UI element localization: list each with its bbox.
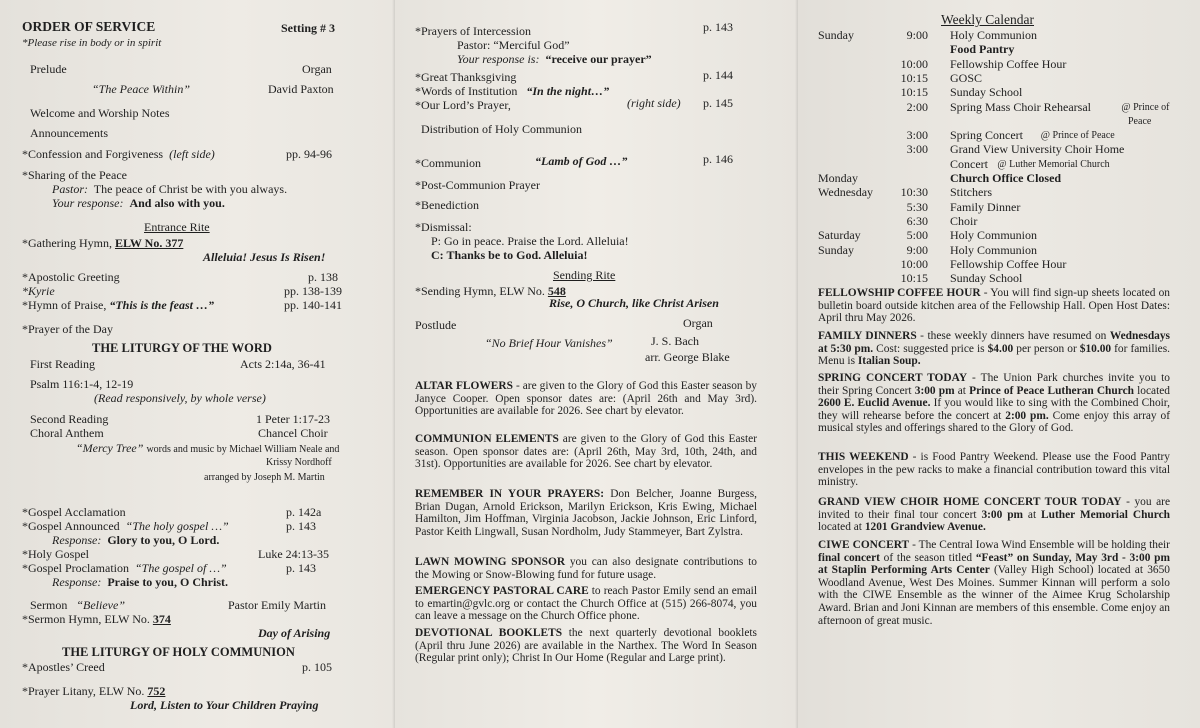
calendar-time: 6:30 (906, 213, 928, 228)
calendar-event-note: @ Luther Memorial Church (997, 158, 1110, 170)
apostles-creed-page: p. 105 (302, 660, 332, 674)
sharing-response: Your response: And also with you. (52, 196, 225, 210)
calendar-time: 3:00 (906, 128, 928, 143)
welcome-item: Welcome and Worship Notes (30, 106, 170, 120)
order-of-service-title: ORDER OF SERVICE (22, 19, 156, 34)
calendar-event: Fellowship Coffee Hour (950, 56, 1067, 71)
gospel-announced-page: p. 143 (286, 519, 316, 533)
prelude-instrument: Organ (302, 62, 332, 76)
holy-gospel: *Holy Gospel (22, 547, 89, 561)
communion-elements-notice: COMMUNION ELEMENTS are given to the Glory of God this Easter season. Open sponsor dates are: (April 26th, May 3rd, 10th, 24th, and 31st). Opportunities are available for 2026. See chart by elevator. (415, 433, 757, 471)
setting-label: Setting # 3 (281, 21, 335, 35)
postlude-arranger: arr. George Blake (645, 350, 730, 364)
calendar-day: Sunday (818, 242, 854, 257)
apostolic-greeting-page: p. 138 (308, 270, 338, 284)
sending-hymn-title: Rise, O Church, like Christ Arisen (549, 296, 719, 310)
anthem-credit-3: arranged by Joseph M. Martin (204, 472, 325, 483)
postlude-instrument: Organ (683, 316, 713, 330)
calendar-time: 9:00 (906, 28, 928, 42)
devotional-notice: DEVOTIONAL BOOKLETS the next quarterly devotional booklets (April thru June 2026) are available in the Narthex. The Word In Season (Regular print only); Christ In Our Home (Regular and Large print). (415, 627, 757, 665)
calendar-event-note: Peace (1128, 115, 1152, 127)
calendar-time: 10:15 (900, 271, 928, 286)
liturgy-communion-heading: THE LITURGY OF HOLY COMMUNION (62, 645, 295, 659)
calendar-event: Food Pantry (950, 42, 1015, 57)
sending-rite-heading: Sending Rite (553, 268, 616, 282)
grand-view-concert-notice: GRAND VIEW CHOIR HOME CONCERT TOUR TODAY - you are invited to their final tour concert 3:00 pm at Luther Memorial Church located at 1201 Grandview Avenue. (818, 496, 1170, 534)
second-reading: Second Reading (30, 412, 109, 426)
calendar-time: 10:15 (900, 70, 928, 85)
altar-flowers-notice: ALTAR FLOWERS - are given to the Glory of God this Easter season by Janyce Cooper. Open sponsor dates are: (April 26th and May 3rd). Opportunities are available for 2026. See chart by elevator. (415, 380, 758, 418)
panel-order-of-service (0, 0, 395, 728)
sharing-item: *Sharing of the Peace (22, 168, 127, 182)
calendar-time: 10:00 (900, 256, 928, 271)
sending-hymn: *Sending Hymn, ELW No. 548 (415, 284, 566, 298)
calendar-event: Holy Communion (950, 228, 1038, 243)
rise-note: *Please rise in body or in spirit (22, 37, 162, 49)
first-reading: First Reading (30, 357, 95, 371)
great-thanksgiving-page: p. 144 (703, 68, 733, 82)
calendar-time: 10:30 (900, 185, 928, 200)
prayers-notice: REMEMBER IN YOUR PRAYERS: Don Belcher, Joanne Burgess, Brian Dugan, Arnold Erickson, Marilyn Erickson, Kris Ewing, Michael Hamilton, Jim Hoffman, Virginia Jacobson, Jackie Johnson, Eric Linford, Pastor Keith Lingwall, Susan Nordholm, Judy Stammeyer, Bart Zylstra. (415, 488, 757, 538)
calendar-time: 5:00 (906, 228, 928, 243)
calendar-time: 10:15 (900, 85, 928, 100)
calendar-day: Monday (818, 171, 858, 185)
calendar-event-note: @ Prince of (1121, 101, 1170, 113)
dismissal-p: P: Go in peace. Praise the Lord. Alleluia! (431, 234, 629, 248)
gospel-response-1: Response: Glory to you, O Lord. (52, 533, 220, 547)
calendar-event-note: @ Prince of Peace (1040, 130, 1115, 142)
prayer-of-day: *Prayer of the Day (22, 322, 113, 336)
holy-gospel-ref: Luke 24:13-35 (258, 547, 329, 561)
calendar-time: 2:00 (906, 99, 928, 114)
spring-concert-notice: SPRING CONCERT TODAY - The Union Park churches invite you to their Spring Concert 3:00 pm at Prince of Peace Lutheran Church located 2600 E. Euclid Avenue. If you would like to sing with the Combined Choir, they will rehearse before the concert at 2:00 pm. Come enjoy this array of musical styles and offerings shared to the Glory of God. (818, 372, 1171, 435)
calendar-event: Spring Mass Choir Rehearsal (950, 99, 1091, 114)
hymn-of-praise-pages: pp. 140-141 (284, 298, 342, 312)
calendar-day: Sunday (818, 28, 854, 42)
calendar-day: Saturday (818, 228, 861, 243)
ciwe-concert-notice: CIWE CONCERT - The Central Iowa Wind Ensemble will be holding their final concert of the season titled “Feast” on Sunday, May 3rd - 3:00 pm at Staplin Performing Arts Center (Valley High School) located at 3650 Woodland Avenue, West Des Moines. Summer Kinnan will perform a solo with the CIWE Ensemble as the winner of the Aimee Krug Scholarship Award. Brian and Joni Kinnan are members of this ensemble. Come enjoy an afternoon of great music. (818, 539, 1171, 627)
kyrie-item: *Kyrie (22, 284, 55, 298)
calendar-event: Concert (950, 156, 988, 171)
prelude-composer: David Paxton (268, 82, 334, 96)
sermon-hymn-title: Day of Arising (258, 626, 331, 640)
benediction: *Benediction (415, 198, 479, 212)
chancel-choir: Chancel Choir (258, 426, 328, 440)
second-reading-ref: 1 Peter 1:17-23 (256, 412, 330, 426)
postlude: Postlude (415, 318, 457, 332)
entrance-rite-heading: Entrance Rite (144, 220, 210, 234)
distribution: Distribution of Holy Communion (421, 122, 583, 136)
calendar-event: Sunday School (950, 85, 1023, 100)
liturgy-word-heading: THE LITURGY OF THE WORD (92, 341, 272, 355)
calendar-event: Stitchers (950, 185, 992, 200)
post-communion: *Post-Communion Prayer (415, 178, 540, 192)
dismissal: *Dismissal: (415, 220, 472, 234)
prayer-litany-title: Lord, Listen to Your Children Praying (130, 698, 319, 712)
prelude-title: “The Peace Within” (92, 82, 190, 96)
gathering-hymn: *Gathering Hymn, ELW No. 377 (22, 236, 184, 250)
kyrie-pages: pp. 138-139 (284, 284, 342, 298)
choral-anthem: Choral Anthem (30, 426, 104, 440)
great-thanksgiving: *Great Thanksgiving (415, 70, 517, 84)
intercession: *Prayers of Intercession (415, 24, 531, 38)
communion: *Communion (415, 156, 482, 170)
psalm-note: (Read responsively, by whole verse) (94, 391, 266, 405)
calendar-event: Holy Communion (950, 28, 1038, 42)
anthem-credit-line: “Mercy Tree” words and music by Michael William Neale and (76, 441, 340, 455)
communion-page: p. 146 (703, 152, 733, 166)
calendar-event: Spring Concert (950, 128, 1023, 143)
sermon-preacher: Pastor Emily Martin (228, 598, 326, 612)
intercession-page: p. 143 (703, 20, 733, 34)
calendar-day: Wednesday (818, 185, 874, 200)
announcements-item: Announcements (30, 126, 108, 140)
gospel-acclamation: *Gospel Acclamation (22, 505, 126, 519)
this-weekend-notice: THIS WEEKEND - is Food Pantry Weekend. Please use the Food Pantry envelopes in the pew racks to make a financial contribution toward this vital ministry. (818, 451, 1170, 489)
confession-item: *Confession and Forgiveness (left side) (22, 147, 215, 161)
gospel-announced: *Gospel Announced “The holy gospel …” (22, 519, 229, 533)
gospel-proclamation: *Gospel Proclamation “The gospel of …” (22, 561, 227, 575)
gospel-response-2: Response: Praise to you, O Christ. (52, 575, 228, 589)
first-reading-ref: Acts 2:14a, 36-41 (240, 357, 326, 371)
sermon-hymn: *Sermon Hymn, ELW No. 374 (22, 612, 171, 626)
words-institution: *Words of Institution “In the night…” (415, 84, 610, 98)
emergency-care-notice: EMERGENCY PASTORAL CARE to reach Pastor Emily send an email to emartin@gvlc.org or contact the Church Office at (515) 266-8074, you can leave a message on the Church Office phone. (415, 585, 757, 623)
lawn-mowing-notice: LAWN MOWING SPONSOR you can also designate contributions to the Mowing or Snow-Blowing fund for future usage. (415, 556, 757, 581)
family-dinners-notice: FAMILY DINNERS - these weekly dinners have resumed on Wednesdays at 5:30 pm. Cost: suggested price is $4.00 per person or $10.00 for families. Menu is Italian Soup. (818, 330, 1170, 368)
sharing-pastor: Pastor: The peace of Christ be with you always. (52, 182, 288, 196)
psalm-item: Psalm 116:1-4, 12-19 (30, 377, 134, 391)
apostles-creed: *Apostles’ Creed (22, 660, 105, 674)
calendar-event: Grand View University Choir Home (950, 142, 1125, 157)
apostolic-greeting: *Apostolic Greeting (22, 270, 120, 284)
calendar-event: Church Office Closed (950, 171, 1062, 185)
lords-prayer-side: (right side) (627, 96, 681, 110)
hymn-of-praise: *Hymn of Praise, “This is the feast …” (22, 298, 214, 312)
postlude-title: “No Brief Hour Vanishes” (485, 336, 613, 350)
panel-communion-and-notices (395, 0, 798, 728)
anthem-credit-2: Krissy Nordhoff (266, 457, 332, 468)
postlude-composer: J. S. Bach (651, 334, 699, 348)
dismissal-c: C: Thanks be to God. Alleluia! (431, 248, 588, 262)
gospel-acclamation-page: p. 142a (286, 505, 322, 519)
sermon-item: Sermon “Believe” (30, 598, 125, 612)
lords-prayer-page: p. 145 (703, 96, 733, 110)
gathering-hymn-title: Alleluia! Jesus Is Risen! (203, 250, 326, 264)
intercession-pastor: Pastor: “Merciful God” (457, 38, 570, 52)
calendar-event: Family Dinner (950, 199, 1021, 214)
confession-pages: pp. 94-96 (286, 147, 332, 161)
calendar-event: Sunday School (950, 271, 1023, 286)
calendar-time: 10:00 (900, 56, 928, 71)
coffee-hour-notice: FELLOWSHIP COFFEE HOUR - You will find sign-up sheets located on bulletin board outside kitchen area of the Fellowship Hall. Open Host Dates: April thru May 2026. (818, 287, 1170, 325)
calendar-time: 9:00 (906, 242, 928, 257)
calendar-event: Holy Communion (950, 242, 1038, 257)
calendar-event: Fellowship Coffee Hour (950, 256, 1067, 271)
calendar-time: 5:30 (906, 199, 928, 214)
panel-calendar-and-events (798, 0, 1200, 728)
calendar-event: Choir (950, 213, 978, 228)
lords-prayer: *Our Lord’s Prayer, (415, 98, 511, 112)
calendar-event: GOSC (950, 70, 983, 85)
calendar-title: Weekly Calendar (941, 12, 1034, 27)
calendar-time: 3:00 (906, 142, 928, 157)
intercession-response: Your response is: “receive our prayer” (457, 52, 652, 66)
prelude-label: Prelude (30, 62, 67, 76)
prayer-litany: *Prayer Litany, ELW No. 752 (22, 684, 166, 698)
gospel-proclamation-page: p. 143 (286, 561, 316, 575)
communion-title: “Lamb of God …” (535, 154, 628, 168)
